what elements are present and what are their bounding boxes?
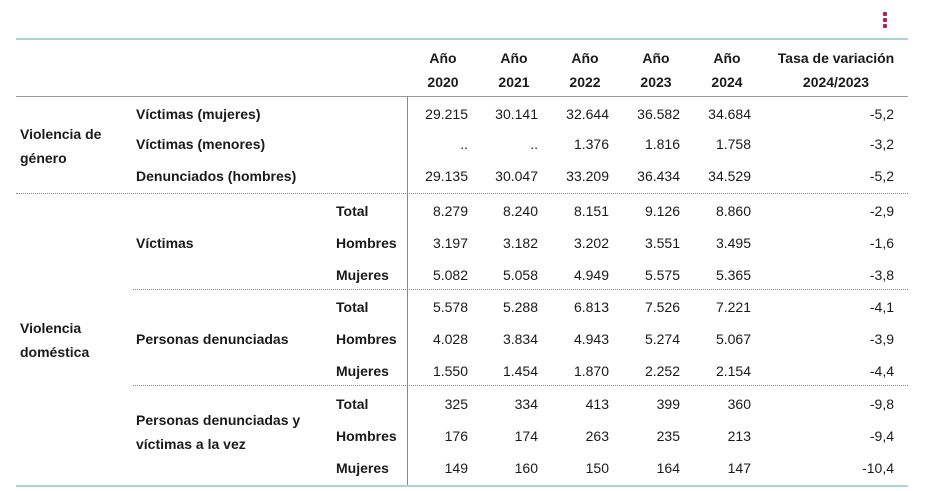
variation-cell: -3,2: [869, 136, 894, 152]
variation-cell: -3,9: [869, 331, 894, 347]
row-label: Víctimas (mujeres): [136, 106, 261, 122]
variation-cell: -4,4: [869, 363, 894, 379]
section-separator: [16, 193, 908, 194]
sub-label: Mujeres: [336, 460, 389, 476]
value-cell: 34.684: [708, 106, 751, 122]
value-cell: 149: [444, 460, 468, 476]
value-cell: 1.816: [644, 136, 680, 152]
value-cell: 164: [656, 460, 680, 476]
variation-cell: -9,4: [869, 428, 894, 444]
value-cell: ..: [530, 136, 538, 152]
table-top-rule: [16, 38, 908, 40]
value-cell: ..: [460, 136, 468, 152]
table-bottom-rule: [16, 485, 908, 487]
sub-label: Mujeres: [336, 267, 389, 283]
col-header-2023: Año 2023: [640, 50, 672, 90]
value-cell: 5.578: [432, 299, 468, 315]
value-cell: 325: [444, 396, 468, 412]
value-cell: 1.454: [502, 363, 538, 379]
group-separator: [133, 385, 908, 386]
variation-cell: -1,6: [869, 235, 894, 251]
value-cell: 2.154: [715, 363, 751, 379]
value-cell: 7.221: [715, 299, 751, 315]
value-cell: 3.551: [644, 235, 680, 251]
value-cell: 4.028: [432, 331, 468, 347]
value-cell: 5.274: [644, 331, 680, 347]
variation-cell: -3,8: [869, 267, 894, 283]
value-cell: 1.758: [715, 136, 751, 152]
variation-cell: -5,2: [869, 168, 894, 184]
value-cell: 3.182: [502, 235, 538, 251]
sub-label: Total: [336, 299, 369, 315]
value-cell: 8.860: [715, 203, 751, 219]
value-cell: 30.141: [495, 106, 538, 122]
value-cell: 334: [514, 396, 538, 412]
group-separator: [133, 289, 908, 290]
group-label: Víctimas: [136, 235, 194, 251]
variation-cell: -4,1: [869, 299, 894, 315]
value-cell: 1.870: [573, 363, 609, 379]
col-header-variation: Tasa de variación 2024/2023: [777, 50, 895, 90]
row-label: Víctimas (menores): [136, 136, 266, 152]
value-cell: 176: [444, 428, 468, 444]
value-cell: 4.949: [573, 267, 609, 283]
sub-label: Total: [336, 396, 369, 412]
value-cell: 30.047: [495, 168, 538, 184]
value-cell: 160: [514, 460, 538, 476]
variation-cell: -5,2: [869, 106, 894, 122]
value-cell: 33.209: [566, 168, 609, 184]
group-label: Personas denunciadas: [136, 331, 289, 347]
value-cell: 1.550: [432, 363, 468, 379]
header-separator: [16, 96, 908, 97]
value-cell: 2.252: [644, 363, 680, 379]
value-cell: 7.526: [644, 299, 680, 315]
variation-cell: -9,8: [869, 396, 894, 412]
value-cell: 5.082: [432, 267, 468, 283]
col-header-2024: Año 2024: [711, 50, 743, 90]
value-cell: 1.376: [573, 136, 609, 152]
value-cell: 5.288: [502, 299, 538, 315]
value-cell: 235: [656, 428, 680, 444]
group-label-domestic-violence-2: doméstica: [20, 344, 90, 360]
value-cell: 3.495: [715, 235, 751, 251]
group-label-2: víctimas a la vez: [136, 436, 246, 452]
col-header-2022: Año 2022: [569, 50, 601, 90]
group-label-gender-violence: Violencia de: [20, 126, 102, 142]
value-cell: 213: [727, 428, 751, 444]
value-cell: 150: [585, 460, 609, 476]
value-cell: 5.067: [715, 331, 751, 347]
value-cell: 4.943: [573, 331, 609, 347]
more-options-icon[interactable]: [883, 12, 889, 30]
value-cell: 5.575: [644, 267, 680, 283]
row-label: Denunciados (hombres): [136, 168, 297, 184]
value-cell: 29.215: [425, 106, 468, 122]
variation-cell: -10,4: [862, 460, 894, 476]
value-cell: 263: [585, 428, 609, 444]
value-cell: 8.240: [502, 203, 538, 219]
sub-label: Hombres: [336, 428, 397, 444]
col-header-2021: Año 2021: [498, 50, 530, 90]
value-cell: 5.365: [715, 267, 751, 283]
value-cell: 6.813: [573, 299, 609, 315]
value-cell: 360: [727, 396, 751, 412]
group-label: Personas denunciadas y: [136, 412, 301, 428]
value-cell: 3.197: [432, 235, 468, 251]
sub-label: Mujeres: [336, 363, 389, 379]
variation-cell: -2,9: [869, 203, 894, 219]
value-cell: 36.434: [637, 168, 680, 184]
value-cell: 147: [727, 460, 751, 476]
value-cell: 36.582: [637, 106, 680, 122]
sub-label: Hombres: [336, 331, 397, 347]
value-cell: 3.202: [573, 235, 609, 251]
value-cell: 399: [656, 396, 680, 412]
sub-label: Hombres: [336, 235, 397, 251]
group-label-gender-violence-2: género: [20, 150, 67, 166]
group-label-domestic-violence: Violencia: [20, 320, 82, 336]
value-cell: 3.834: [502, 331, 538, 347]
value-cell: 5.058: [502, 267, 538, 283]
sub-label: Total: [336, 203, 369, 219]
value-cell: 32.644: [566, 106, 609, 122]
value-cell: 34.529: [708, 168, 751, 184]
col-header-2020: Año 2020: [427, 50, 459, 90]
value-cell: 174: [514, 428, 538, 444]
value-cell: 413: [585, 396, 609, 412]
value-cell: 8.151: [573, 203, 609, 219]
value-cell: 8.279: [432, 203, 468, 219]
value-cell: 29.135: [425, 168, 468, 184]
value-cell: 9.126: [644, 203, 680, 219]
